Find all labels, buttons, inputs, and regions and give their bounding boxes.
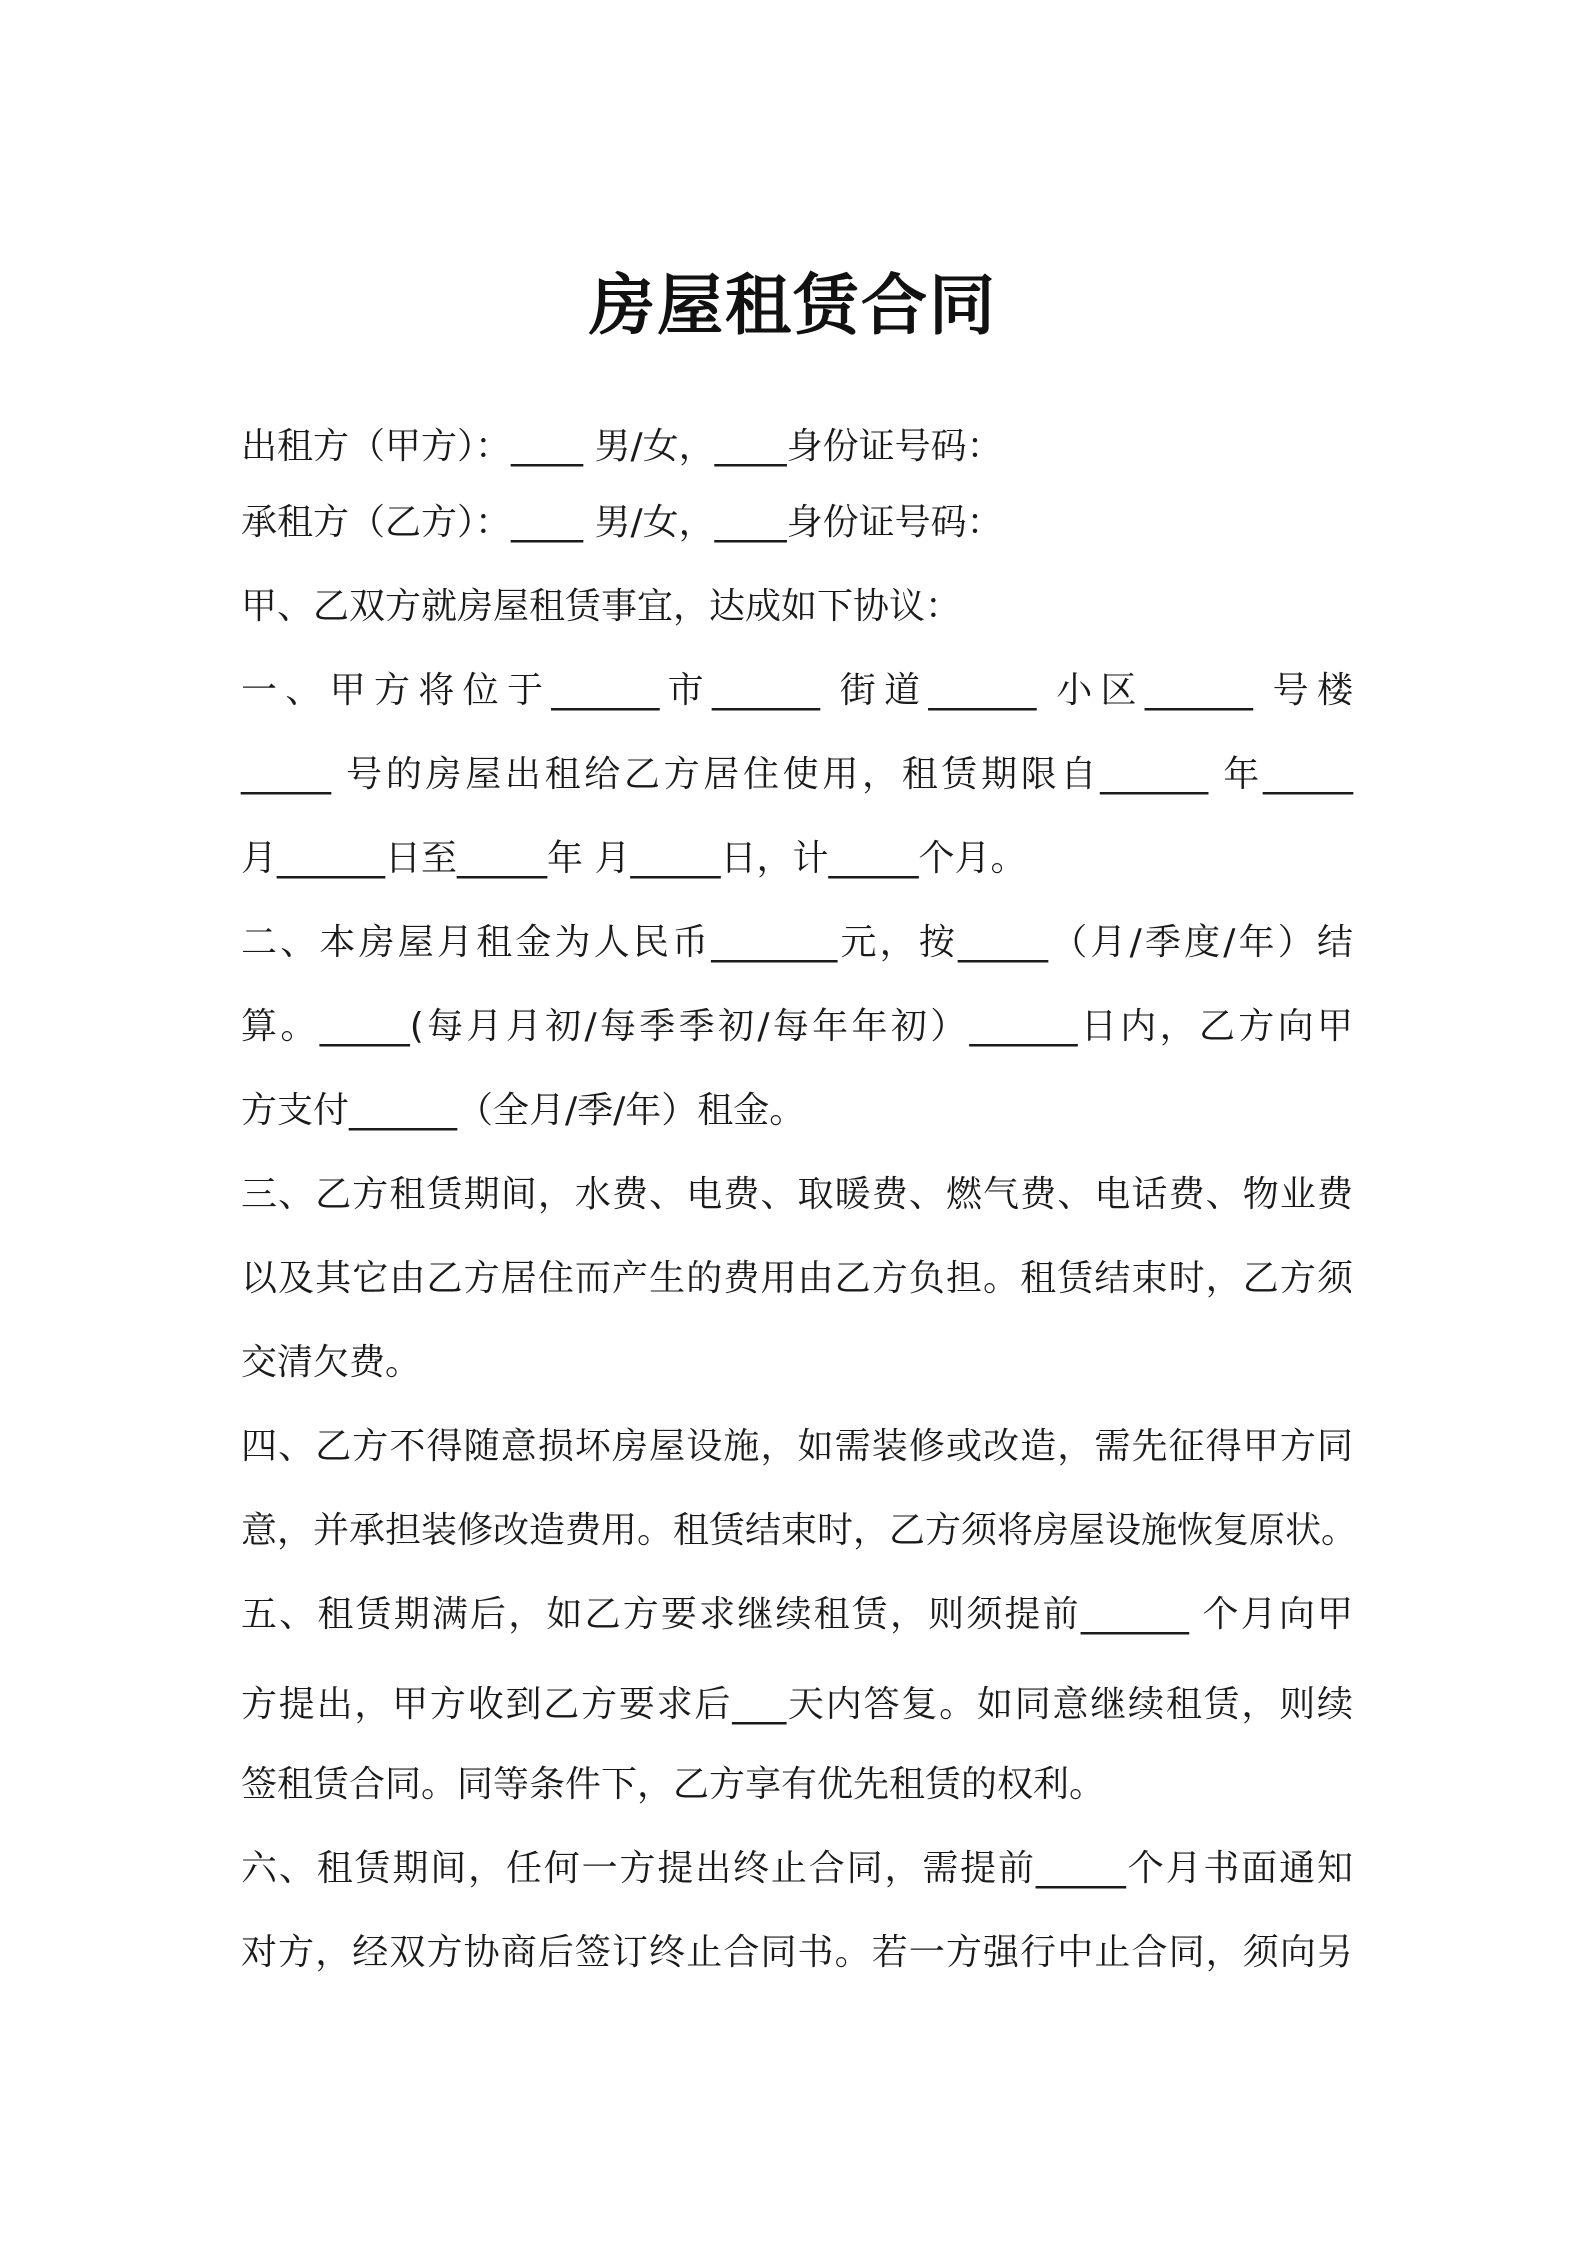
clause-1-line-3: 月______日至_____年 月_____日，计_____个月。 xyxy=(241,838,1027,879)
clause-6-line-1: 六、租赁期间，任何一方提出终止合同，需提前_____个月书面通知 xyxy=(241,1848,1353,1889)
clause-3-line-1: 三、乙方租赁期间，水费、电费、取暖费、燃气费、电话费、物业费 xyxy=(241,1174,1353,1215)
clause-1-line-1: 一、甲方将位于______市______ 街道______ 小区______ 号楼 xyxy=(241,670,1353,711)
document-title: 房屋租赁合同 xyxy=(589,267,997,344)
party-a-line: 出租方（甲方）：____ 男/女，____身份证号码： xyxy=(241,426,1003,467)
clause-5-line-2: 方提出，甲方收到乙方要求后___天内答复。如同意继续租赁，则续 xyxy=(241,1684,1353,1725)
agreement-intro: 甲、乙双方就房屋租赁事宜，达成如下协议： xyxy=(241,586,962,627)
clause-3-line-3: 交清欠费。 xyxy=(241,1342,422,1383)
clause-5-line-1: 五、租赁期满后，如乙方要求继续租赁，则须提前______ 个月向甲 xyxy=(241,1594,1353,1635)
clause-2-line-2: 算。_____(每月月初/每季季初/每年年初）______日内，乙方向甲 xyxy=(241,1006,1353,1047)
party-b-line: 承租方（乙方）：____ 男/女，____身份证号码： xyxy=(241,502,1003,543)
clause-4-line-1: 四、乙方不得随意损坏房屋设施，如需装修或改造，需先征得甲方同 xyxy=(241,1426,1353,1467)
clause-1-line-2: _____ 号的房屋出租给乙方居住使用，租赁期限自______ 年_____ xyxy=(241,754,1353,795)
clause-5-line-3: 签租赁合同。同等条件下，乙方享有优先租赁的权利。 xyxy=(241,1764,1106,1805)
clause-2-line-1: 二、本房屋月租金为人民币_______元，按_____（月/季度/年）结 xyxy=(241,922,1353,963)
clause-4-line-2: 意，并承担装修改造费用。租赁结束时，乙方须将房屋设施恢复原状。 xyxy=(241,1510,1358,1551)
clause-3-line-2: 以及其它由乙方居住而产生的费用由乙方负担。租赁结束时，乙方须 xyxy=(241,1258,1353,1299)
clause-2-line-3: 方支付______（全月/季/年）租金。 xyxy=(241,1090,806,1131)
clause-6-line-2: 对方，经双方协商后签订终止合同书。若一方强行中止合同，须向另 xyxy=(241,1932,1353,1973)
